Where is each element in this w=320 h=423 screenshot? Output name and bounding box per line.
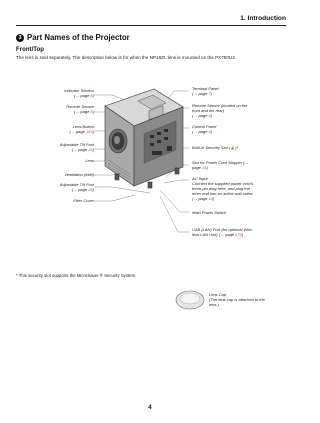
intro-text: The lens is sold separately. The description below is for when the NP18ZL lens is mounted on the PX750U2. [16,55,237,60]
page-link[interactable]: 7 [208,91,211,97]
callout-remote-sensor-front-rear: Remote Sensor (located on the front and the rear) (→ page 8) [192,103,248,119]
callout-filter-cover: Filter Cover [73,198,94,203]
callout-indicator-section: Indicator Section (→ page 6) [64,88,94,99]
callout-remote-sensor: Remote Sensor (→ page 8) [66,104,94,115]
page-link[interactable]: 29 [88,147,93,153]
projector-body [105,89,183,188]
lens-cap-illustration [176,291,204,309]
callout-lens-button: Lens Button (→ page 163) [69,124,94,135]
callout-control-panel: Control Panel (→ page 6) [192,124,217,135]
page-link[interactable]: 172 [235,232,242,238]
page-link[interactable]: 6 [90,93,93,99]
callout-terminal-panel: Terminal Panel (→ page 7) [192,86,219,97]
callout-ac-input: AC Input Connect the supplied power cord's three-pin plug here, and plug the other end into an active wall outlet. (→ page 14) [192,176,254,202]
chapter-label: 1. Introduction [240,15,286,22]
callout-ventilation-inlet: Ventilation (inlet) [64,172,94,177]
page-link[interactable]: 15 [202,165,207,171]
callout-adjustable-tilt-foot-rear: Adjustable Tilt Foot (→ page 29) [59,182,94,193]
page-link[interactable]: 29 [88,187,93,193]
subsection-heading: Front/Top [16,46,44,53]
callout-adjustable-tilt-foot-front: Adjustable Tilt Foot (→ page 29) [59,142,94,153]
section-number-badge: 3 [16,34,24,42]
page-link[interactable]: 163 [85,129,93,135]
page-link[interactable]: 6 [208,129,211,135]
section-title-text: Part Names of the Projector [27,33,130,42]
callout-lens: Lens [85,158,94,163]
callout-security-slot: Built-in Security Slot (🔒)* [192,145,239,150]
callout-usb-lan-port: USB (LAN) Port (for optional Wire- less LAN Unit) (→ page 172) [192,227,254,238]
page-link[interactable]: 14 [208,196,213,202]
page-number: 4 [148,404,152,411]
page-link[interactable]: 8 [208,113,211,119]
callout-power-cord-stopper-slot: Slot for Power Cord Stopper (→ page 15) [192,160,249,171]
page-link[interactable]: 8 [90,109,93,115]
footnote: * This security slot supports the MicroSaver ® Security System. [16,273,137,278]
callout-main-power-switch: Main Power Switch [192,210,227,215]
callout-lens-cap: Lens Cap (The lens cap is attached to the lens.) [209,292,265,308]
